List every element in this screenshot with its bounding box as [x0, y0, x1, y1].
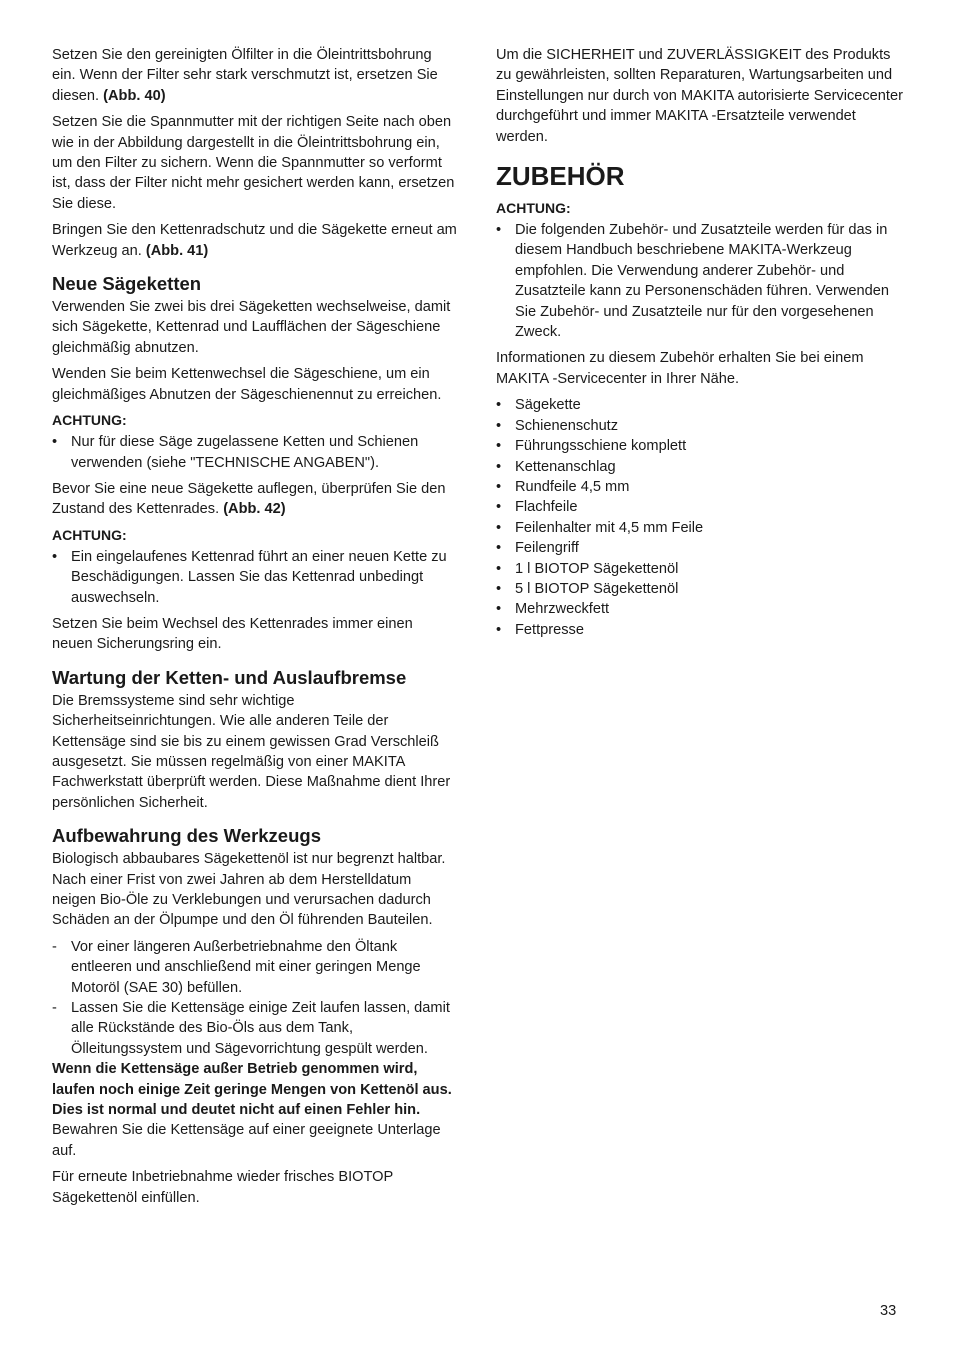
bullet-icon: •	[52, 434, 58, 451]
list-item	[496, 220, 906, 342]
list-item	[496, 559, 906, 579]
accessory-list	[496, 395, 906, 640]
list-item	[496, 599, 906, 619]
heading-neue-saegeketten: Neue Sägeketten	[52, 273, 202, 295]
list-item-text: Kettenanschlag	[515, 458, 616, 475]
paragraph-clamp-nut: Setzen Sie die Spannmutter mit der richtigen Seite nach oben wie in der Abbildung dargestellt in die Öleintrittsbohrung ein, um den Filter zu sichern. Wenn die Spannmutter so verformt ist, dass der Filter nicht mehr gesichert werden kann, ersetzen Sie diese.	[52, 114, 455, 212]
list-item	[496, 436, 906, 456]
page-number: 33	[880, 1303, 897, 1319]
list-item-text: Flachfeile	[515, 499, 578, 516]
paragraph-oil-filter	[52, 45, 457, 106]
list-item-text: Schienenschutz	[515, 417, 619, 434]
paragraph-bio-oil: Biologisch abbaubares Sägekettenöl ist nur begrenzt haltbar. Nach einer Frist von zwei Jahren ab dem Herstelldatum neigen Bio-Öle zu Verklebungen und verursachen dadurch Schäden an der Ölpumpe und den Öl führenden Bauteilen.	[52, 851, 446, 929]
list-item	[496, 497, 906, 517]
list-item-text: 5 l BIOTOP Sägekettenöl	[515, 580, 679, 597]
bullet-icon: •	[496, 397, 502, 414]
paragraph-alternate-chains: Verwenden Sie zwei bis drei Sägeketten wechselweise, damit sich Sägekette, Kettenrad und Laufflächen der Sägeschiene gleichmäßig abnutzen.	[52, 299, 451, 356]
list-item	[496, 416, 906, 436]
heading-zubehoer: ZUBEHÖR	[496, 161, 625, 192]
list-item-text: Führungsschiene komplett	[515, 438, 687, 455]
list-item-text: Feilenhalter mit 4,5 mm Feile	[515, 519, 704, 536]
warning-list	[52, 547, 457, 608]
bullet-icon: •	[496, 519, 502, 536]
paragraph-brake-systems: Die Bremssysteme sind sehr wichtige Sicherheitseinrichtungen. Wie alle anderen Teile der Kettensäge sind sie bis zu einem gewissen Grad Verschleiß ausgesetzt. Sie müssen regelmäßig von einer MAKITA Fachwerkstatt überprüft werden. Diese Maßnahme dient Ihrer persönlichen Sicherheit.	[52, 692, 451, 811]
list-item	[496, 477, 906, 497]
list-item	[496, 579, 906, 599]
paragraph-refill: Für erneute Inbetriebnahme wieder frisches BIOTOP Sägekettenöl einfüllen.	[52, 1169, 393, 1206]
list-item	[52, 998, 457, 1059]
paragraph-service-info: Informationen zu diesem Zubehör erhalten Sie bei einem MAKITA -Servicecenter in Ihrer Nähe.	[496, 350, 864, 387]
dash-icon: -	[52, 938, 57, 955]
bullet-icon: •	[496, 438, 502, 455]
figure-ref: (Abb. 42)	[223, 501, 286, 518]
warning-label: ACHTUNG:	[496, 200, 571, 217]
bullet-icon: •	[496, 499, 502, 516]
list-item	[52, 937, 457, 998]
warning-label: ACHTUNG:	[52, 526, 127, 543]
warning-label: ACHTUNG:	[52, 412, 127, 429]
list-item-text: Nur für diese Säge zugelassene Ketten und Schienen verwenden (siehe "TECHNISCHE ANGABEN").	[71, 434, 419, 471]
list-item	[496, 620, 906, 640]
paragraph-text: Bringen Sie den Kettenradschutz und die Sägekette erneut am Werkzeug an.	[52, 222, 457, 259]
list-item	[496, 395, 906, 415]
figure-ref: (Abb. 41)	[145, 242, 209, 259]
dash-list	[52, 937, 457, 1059]
list-item-text: Rundfeile 4,5 mm	[515, 478, 630, 495]
list-item-text: Feilengriff	[515, 540, 579, 557]
warning-list	[496, 220, 906, 342]
list-item-text: Vor einer längeren Außerbetriebnahme den Öltank entleeren und anschließend mit einer geringen Menge Motoröl (SAE 30) befüllen.	[71, 938, 421, 996]
paragraph-turn-bar: Wenden Sie beim Kettenwechsel die Sägeschiene, um ein gleichmäßiges Abnutzen der Sägeschienennut zu erreichen.	[52, 366, 442, 403]
list-item-text: Fettpresse	[515, 621, 584, 638]
list-item-text: Lassen Sie die Kettensäge einige Zeit laufen lassen, damit alle Rückstände des Bio-Öls aus dem Tank, Ölleitungssystem und Sägevorrichtung gespült werden.	[71, 1000, 450, 1057]
left-column	[52, 45, 457, 1214]
bullet-icon: •	[496, 621, 502, 638]
bullet-icon: •	[496, 580, 502, 597]
list-item-text: Mehrzweckfett	[515, 601, 610, 618]
dash-icon: -	[52, 1000, 57, 1017]
bullet-icon: •	[496, 458, 502, 475]
list-item	[52, 432, 457, 473]
bullet-icon: •	[496, 560, 502, 577]
paragraph-text: Setzen Sie den gereinigten Ölfilter in die Öleintrittsbohrung ein. Wenn der Filter sehr stark verschmutzt ist, ersetzen Sie diesen.	[52, 47, 438, 104]
bullet-icon: •	[496, 222, 502, 239]
bullet-icon: •	[496, 417, 502, 434]
paragraph-storage-surface: Bewahren Sie die Kettensäge auf einer geeignete Unterlage auf.	[52, 1122, 441, 1159]
warning-list	[52, 432, 457, 473]
paragraph-retaining-ring: Setzen Sie beim Wechsel des Kettenrades immer einen neuen Sicherungsring ein.	[52, 615, 413, 653]
list-item	[496, 538, 906, 558]
list-item-text: Die folgenden Zubehör- und Zusatzteile werden für das in diesem Handbuch beschriebene MAKITA-Werkzeug empfohlen. Die Verwendung anderer Zubehör- und Zusatzteile kann zu Personenschäden führen. Verwenden Sie Zubehör- und Zusatzteile nur für den vorgesehenen Zweck.	[515, 222, 890, 341]
paragraph-check-sprocket	[52, 479, 457, 520]
bullet-icon: •	[496, 478, 502, 495]
bullet-icon: •	[496, 540, 502, 557]
bullet-icon: •	[496, 601, 502, 618]
list-item-text: 1 l BIOTOP Sägekettenöl	[515, 560, 679, 577]
paragraph-reattach	[52, 220, 457, 261]
heading-wartung: Wartung der Ketten- und Auslaufbremse	[52, 666, 407, 688]
list-item-text: Sägekette	[515, 397, 581, 414]
list-item-text: Ein eingelaufenes Kettenrad führt an einer neuen Kette zu Beschädigungen. Lassen Sie das Kettenrad unbedingt auswechseln.	[71, 548, 447, 606]
list-item	[496, 457, 906, 477]
list-item	[52, 547, 457, 608]
figure-ref: (Abb. 40)	[103, 87, 166, 104]
paragraph-text: Bevor Sie eine neue Sägekette auflegen, überprüfen Sie den Zustand des Kettenrades.	[52, 480, 446, 518]
bullet-icon: •	[52, 548, 58, 565]
list-item	[496, 518, 906, 538]
heading-aufbewahrung: Aufbewahrung des Werkzeugs	[52, 825, 321, 847]
paragraph-safety: Um die SICHERHEIT und ZUVERLÄSSIGKEIT des Produkts zu gewährleisten, sollten Reparaturen, Wartungsarbeiten und Einstellungen nur durch von MAKITA autorisierte Servicecenter durchgeführt und immer MAKITA -Ersatzteile verwendet werden.	[496, 47, 903, 145]
right-column	[496, 45, 906, 646]
paragraph-oil-leak-note: Wenn die Kettensäge außer Betrieb genommen wird, laufen noch einige Zeit geringe Mengen von Kettenöl aus. Dies ist normal und deutet nicht auf einen Fehler hin.	[52, 1061, 452, 1119]
